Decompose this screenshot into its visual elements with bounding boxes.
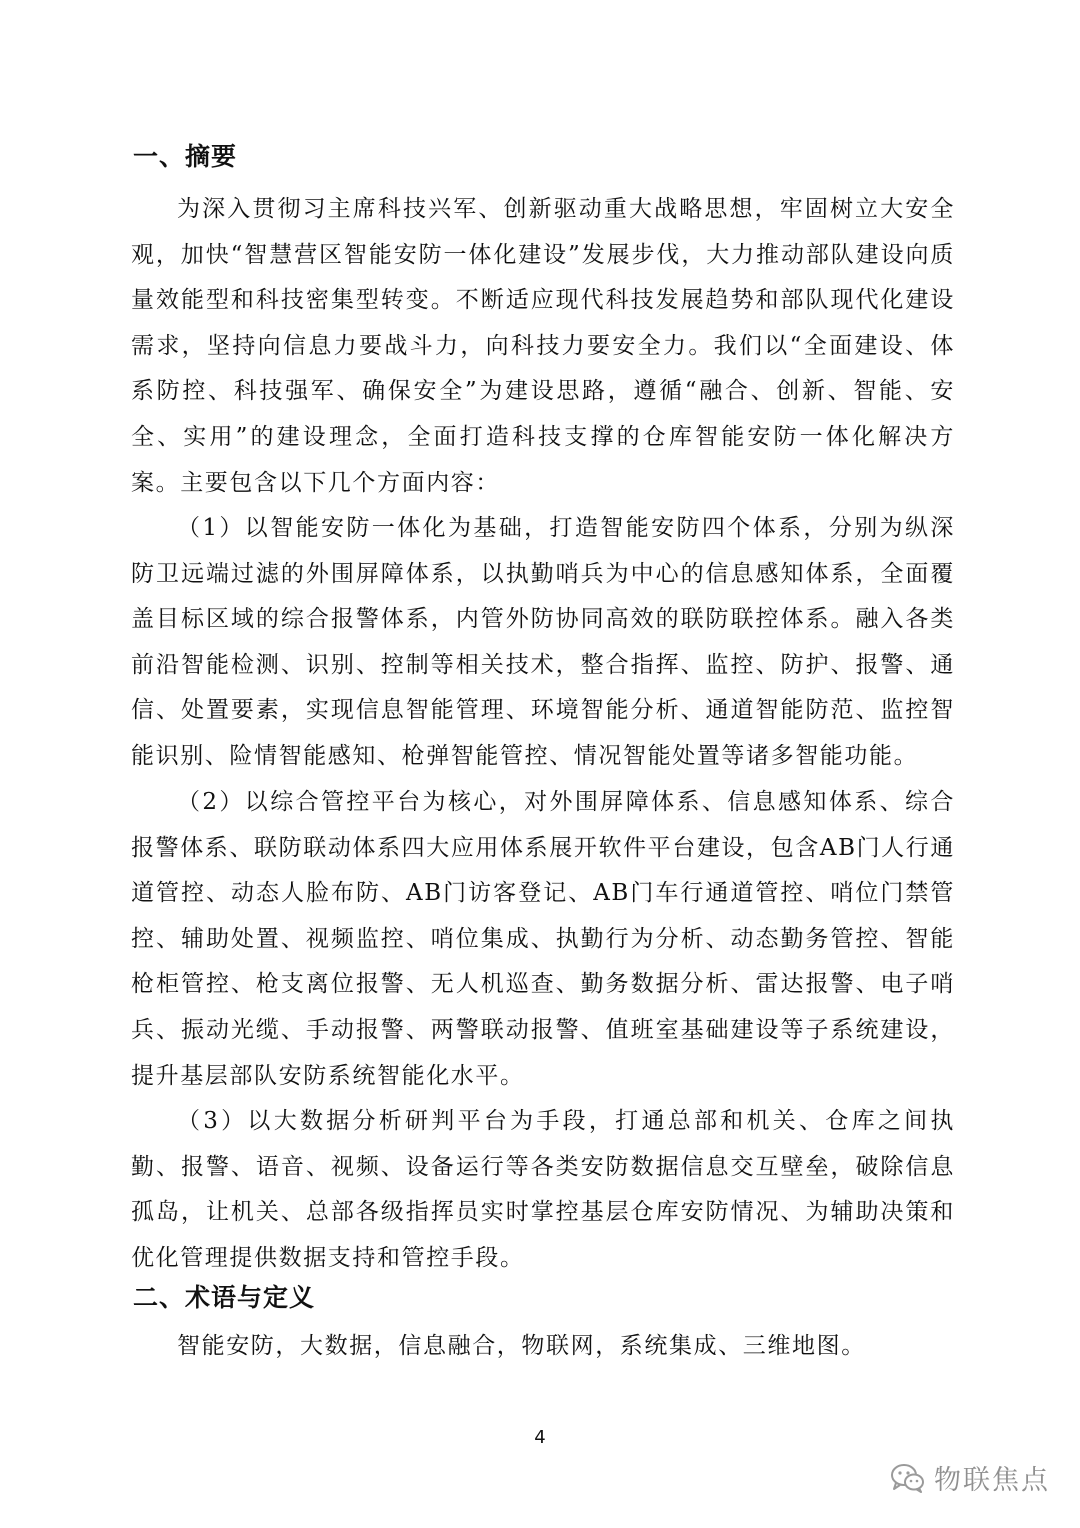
section-heading-abstract: 一、摘要 (133, 142, 238, 171)
abstract-item-2: （2）以综合管控平台为核心，对外围屏障体系、信息感知体系、综合报警体系、联防联动体系四大应用体系展开软件平台建设，包含AB门人行通道管控、动态人脸布防、AB门访客登记、AB门车行通道管控、哨位门禁管控、辅助处置、视频监控、哨位集成、执勤行为分析、动态勤务管控、智能枪柜管控、枪支离位报警、无人机巡查、勤务数据分析、雷达报警、电子哨兵、振动光缆、手动报警、两警联动报警、值班室基础建设等子系统建设，提升基层部队安防系统智能化水平。 (131, 789, 955, 1089)
watermark-text: 物联焦点 (934, 1465, 1050, 1496)
page-number: 4 (534, 1427, 546, 1448)
watermark (890, 1458, 1050, 1497)
abstract-paragraph: 为深入贯彻习主席科技兴军、创新驱动重大战略思想，牢固树立大安全观，加快“智慧营区智能安防一体化建设”发展步伐，大力推动部队建设向质量效能型和科技密集型转变。不断适应现代科技发展趋势和部队现代化建设需求，坚持向信息力要战斗力，向科技力要安全力。我们以“全面建设、体系防控、科技强军、确保安全”为建设思路，遵循“融合、创新、智能、安全、实用”的建设理念，全面打造科技支撑的仓库智能安防一体化解决方案。主要包含以下几个方面内容： (131, 196, 955, 496)
section-heading-terms: 二、术语与定义 (133, 1283, 316, 1312)
terms-paragraph: 智能安防，大数据，信息融合，物联网，系统集成、三维地图。 (177, 1333, 866, 1359)
abstract-item-3: （3）以大数据分析研判平台为手段，打通总部和机关、仓库之间执勤、报警、语音、视频、设备运行等各类安防数据信息交互壁垒，破除信息孤岛，让机关、总部各级指挥员实时掌控基层仓库安防情况、为辅助决策和优化管理提供数据支持和管控手段。 (131, 1108, 955, 1271)
abstract-item-1: （1）以智能安防一体化为基础，打造智能安防四个体系，分别为纵深防卫远端过滤的外围屏障体系，以执勤哨兵为中心的信息感知体系，全面覆盖目标区域的综合报警体系，内管外防协同高效的联防联控体系。融入各类前沿智能检测、识别、控制等相关技术，整合指挥、监控、防护、报警、通信、处置要素，实现信息智能管理、环境智能分析、通道智能防范、监控智能识别、险情智能感知、枪弹智能管控、情况智能处置等诸多智能功能。 (131, 515, 955, 769)
wechat-icon (890, 1463, 926, 1493)
